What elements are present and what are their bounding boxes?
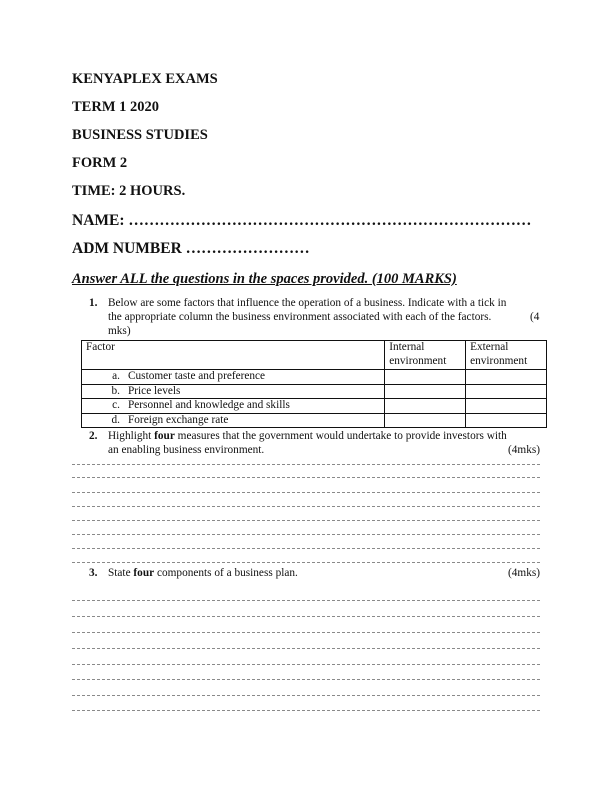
factor-text: Personnel and knowledge and skills: [128, 399, 290, 411]
table-row: [82, 413, 547, 428]
question-1-marks-cont: mks): [108, 325, 131, 337]
internal-tick-cell[interactable]: [385, 413, 466, 428]
answer-line[interactable]: [72, 600, 540, 601]
header-external: External environment: [466, 341, 547, 370]
answer-line[interactable]: [72, 548, 540, 549]
factor-cell: [82, 399, 385, 414]
row-letter: b.: [111, 384, 120, 397]
question-1-text-line2: the appropriate column the business environment associated with each of the factors.: [108, 311, 492, 323]
header-internal: Internal environment: [385, 341, 466, 370]
answer-line[interactable]: [72, 679, 540, 680]
factor-cell: [82, 384, 385, 399]
question-2-emphasis: four: [154, 430, 175, 442]
question-3-marks: (4mks): [508, 567, 541, 579]
question-2-text-line2: an enabling business environment.: [108, 444, 265, 456]
question-1-text-line1: Below are some factors that influence the operation of a business. Indicate with a tick in: [108, 297, 507, 309]
answer-line[interactable]: [72, 520, 540, 521]
row-letter: d.: [111, 413, 120, 426]
answer-line[interactable]: [72, 695, 540, 696]
table-header-row: [82, 341, 547, 370]
external-tick-cell[interactable]: [466, 370, 547, 385]
name-field[interactable]: NAME: ……………………………………………………………………: [72, 212, 532, 229]
question-1-number: 1.: [89, 297, 98, 309]
answer-line[interactable]: [72, 562, 540, 563]
factor-text: Price levels: [128, 384, 181, 397]
factors-table: [81, 340, 547, 428]
internal-tick-cell[interactable]: [385, 370, 466, 385]
question-2-text-line1: [108, 429, 507, 443]
answer-line[interactable]: [72, 534, 540, 535]
internal-tick-cell[interactable]: [385, 384, 466, 399]
answer-line[interactable]: [72, 710, 540, 711]
question-2-marks: (4mks): [508, 444, 541, 456]
row-letter: c.: [112, 399, 120, 411]
answer-line[interactable]: [72, 492, 540, 493]
answer-line[interactable]: [72, 477, 540, 478]
question-3-text: [108, 566, 298, 580]
header-factor: Factor: [82, 341, 385, 370]
question-1-marks: (4: [530, 311, 540, 323]
external-tick-cell[interactable]: [466, 413, 547, 428]
factor-text: Foreign exchange rate: [128, 413, 229, 426]
factor-cell: [82, 370, 385, 385]
table-row: [82, 370, 547, 385]
table-row: [82, 399, 547, 414]
factor-cell: [82, 413, 385, 428]
answer-line[interactable]: [72, 506, 540, 507]
answer-line[interactable]: [72, 464, 540, 465]
term-label: TERM 1 2020: [72, 99, 159, 115]
question-3-text-post: components of a business plan.: [154, 567, 298, 579]
question-3-emphasis: four: [133, 567, 155, 579]
answer-line[interactable]: [72, 616, 540, 617]
form-label: FORM 2: [72, 155, 128, 171]
question-3-number: 3.: [89, 567, 98, 579]
factor-text: Customer taste and preference: [128, 370, 266, 382]
question-2-number: 2.: [89, 430, 98, 442]
answer-line[interactable]: [72, 648, 540, 649]
answer-line[interactable]: [72, 632, 540, 633]
question-3-text-pre: State: [108, 567, 134, 579]
time-label: TIME: 2 HOURS.: [72, 183, 186, 199]
question-2-text-post: measures that the government would undertake to provide investors with: [174, 430, 507, 442]
answer-line[interactable]: [72, 664, 540, 665]
row-letter: a.: [112, 370, 120, 382]
table-row: [82, 384, 547, 399]
subject-label: BUSINESS STUDIES: [72, 127, 208, 143]
external-tick-cell[interactable]: [466, 399, 547, 414]
internal-tick-cell[interactable]: [385, 399, 466, 414]
external-tick-cell[interactable]: [466, 384, 547, 399]
question-2-text-pre: Highlight: [108, 430, 155, 442]
school-title: KENYAPLEX EXAMS: [72, 71, 218, 87]
instructions: Answer ALL the questions in the spaces provided. (100 MARKS): [72, 271, 457, 287]
adm-number-field[interactable]: ADM NUMBER ……………………: [72, 240, 310, 257]
